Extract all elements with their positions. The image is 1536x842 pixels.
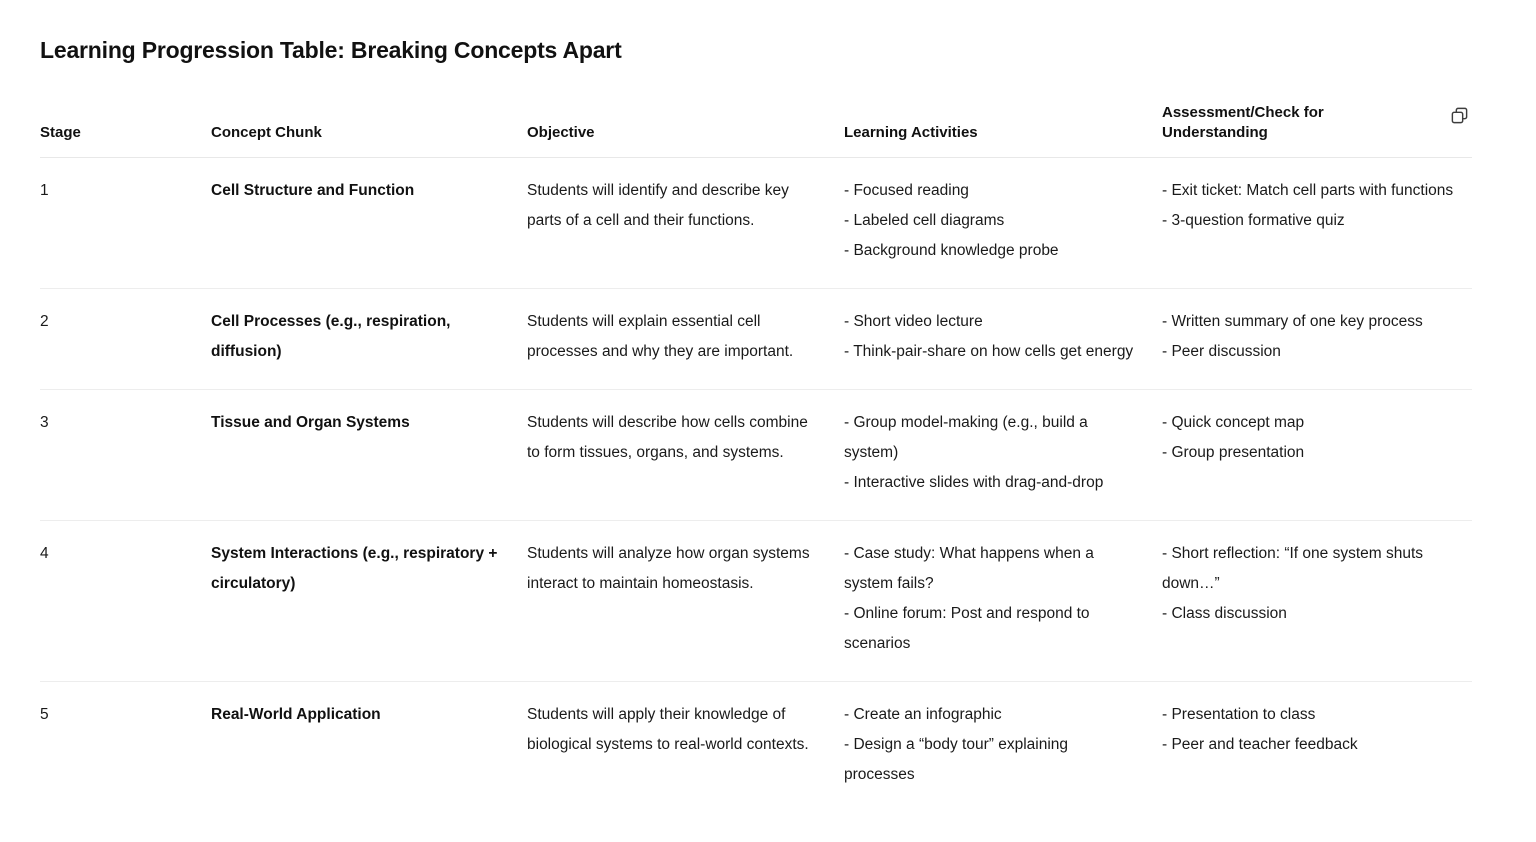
- table-row: [40, 521, 1472, 682]
- table-row: [40, 390, 1472, 521]
- cell-chunk: Cell Processes (e.g., respiration, diffusion): [211, 289, 527, 390]
- cell-activities: [844, 521, 1162, 682]
- table-row: [40, 158, 1472, 289]
- table-row: [40, 289, 1472, 390]
- cell-stage: 3: [40, 390, 211, 521]
- assessment-item: - Peer and teacher feedback: [1162, 736, 1358, 754]
- cell-chunk: Real-World Application: [211, 706, 381, 724]
- cell-stage: 5: [40, 706, 49, 724]
- cell-chunk: Cell Structure and Function: [211, 158, 527, 289]
- cell-stage: 2: [40, 289, 211, 390]
- assessment-item: - Written summary of one key process: [1162, 313, 1423, 331]
- cell-assessment: [1162, 682, 1472, 813]
- cell-chunk: Tissue and Organ Systems: [211, 390, 527, 521]
- assessment-item: - 3-question formative quiz: [1162, 212, 1345, 230]
- activity-item: - Background knowledge probe: [844, 242, 1059, 260]
- cell-activities: [844, 289, 1162, 390]
- activity-item: - Design a “body tour” explaining processes: [844, 736, 1069, 784]
- assessment-item: - Presentation to class: [1162, 706, 1316, 724]
- column-header-objective: Objective: [527, 103, 844, 158]
- table-body: [40, 158, 1472, 813]
- activity-item: - Online forum: Post and respond to scenarios: [844, 605, 1090, 653]
- activity-item: - Labeled cell diagrams: [844, 212, 1005, 230]
- activity-item: - Short video lecture: [844, 313, 983, 331]
- cell-objective: Students will apply their knowledge of biological systems to real-world contexts.: [527, 706, 809, 754]
- cell-activities: [844, 390, 1162, 521]
- table-container: [40, 103, 1472, 813]
- cell-objective: Students will identify and describe key parts of a cell and their functions.: [527, 158, 844, 289]
- table-row: [40, 682, 1472, 813]
- cell-objective: Students will analyze how organ systems interact to maintain homeostasis.: [527, 521, 844, 682]
- assessment-item: - Class discussion: [1162, 605, 1287, 623]
- activity-item: - Create an infographic: [844, 706, 1002, 724]
- activity-item: - Think-pair-share on how cells get energy: [844, 343, 1134, 361]
- assessment-item: - Exit ticket: Match cell parts with functions: [1162, 182, 1454, 200]
- activity-item: - Case study: What happens when a system fails?: [844, 545, 1094, 593]
- cell-objective: Students will describe how cells combine to form tissues, organs, and systems.: [527, 390, 844, 521]
- assessment-item: - Peer discussion: [1162, 343, 1281, 361]
- cell-stage: 1: [40, 158, 211, 289]
- cell-assessment: [1162, 289, 1472, 390]
- page-title: Learning Progression Table: Breaking Concepts Apart: [40, 37, 622, 63]
- cell-stage: 4: [40, 521, 211, 682]
- cell-activities: [844, 158, 1162, 289]
- activity-item: - Interactive slides with drag-and-drop: [844, 474, 1104, 492]
- column-header-stage: Stage: [40, 103, 211, 158]
- activity-item: - Group model-making (e.g., build a system): [844, 414, 1088, 462]
- cell-assessment: [1162, 390, 1472, 521]
- learning-progression-table: [40, 103, 1472, 813]
- column-header-chunk: Concept Chunk: [211, 103, 527, 158]
- cell-activities: [844, 682, 1162, 813]
- table-header-row: [40, 103, 1472, 158]
- column-header-assessment: Assessment/Check for Understanding: [1162, 103, 1472, 158]
- assessment-item: - Group presentation: [1162, 444, 1305, 462]
- cell-assessment: [1162, 158, 1472, 289]
- assessment-item: - Quick concept map: [1162, 414, 1305, 432]
- cell-chunk: System Interactions (e.g., respiratory + circulatory): [211, 521, 527, 682]
- copy-icon: [1450, 106, 1469, 125]
- cell-objective: Students will explain essential cell processes and why they are important.: [527, 289, 844, 390]
- copy-icon-button[interactable]: [1446, 103, 1472, 129]
- assessment-item: - Short reflection: “If one system shuts down…”: [1162, 545, 1424, 593]
- table-header: [40, 103, 1472, 158]
- column-header-activities: Learning Activities: [844, 103, 1162, 158]
- cell-assessment: [1162, 521, 1472, 682]
- activity-item: - Focused reading: [844, 182, 969, 200]
